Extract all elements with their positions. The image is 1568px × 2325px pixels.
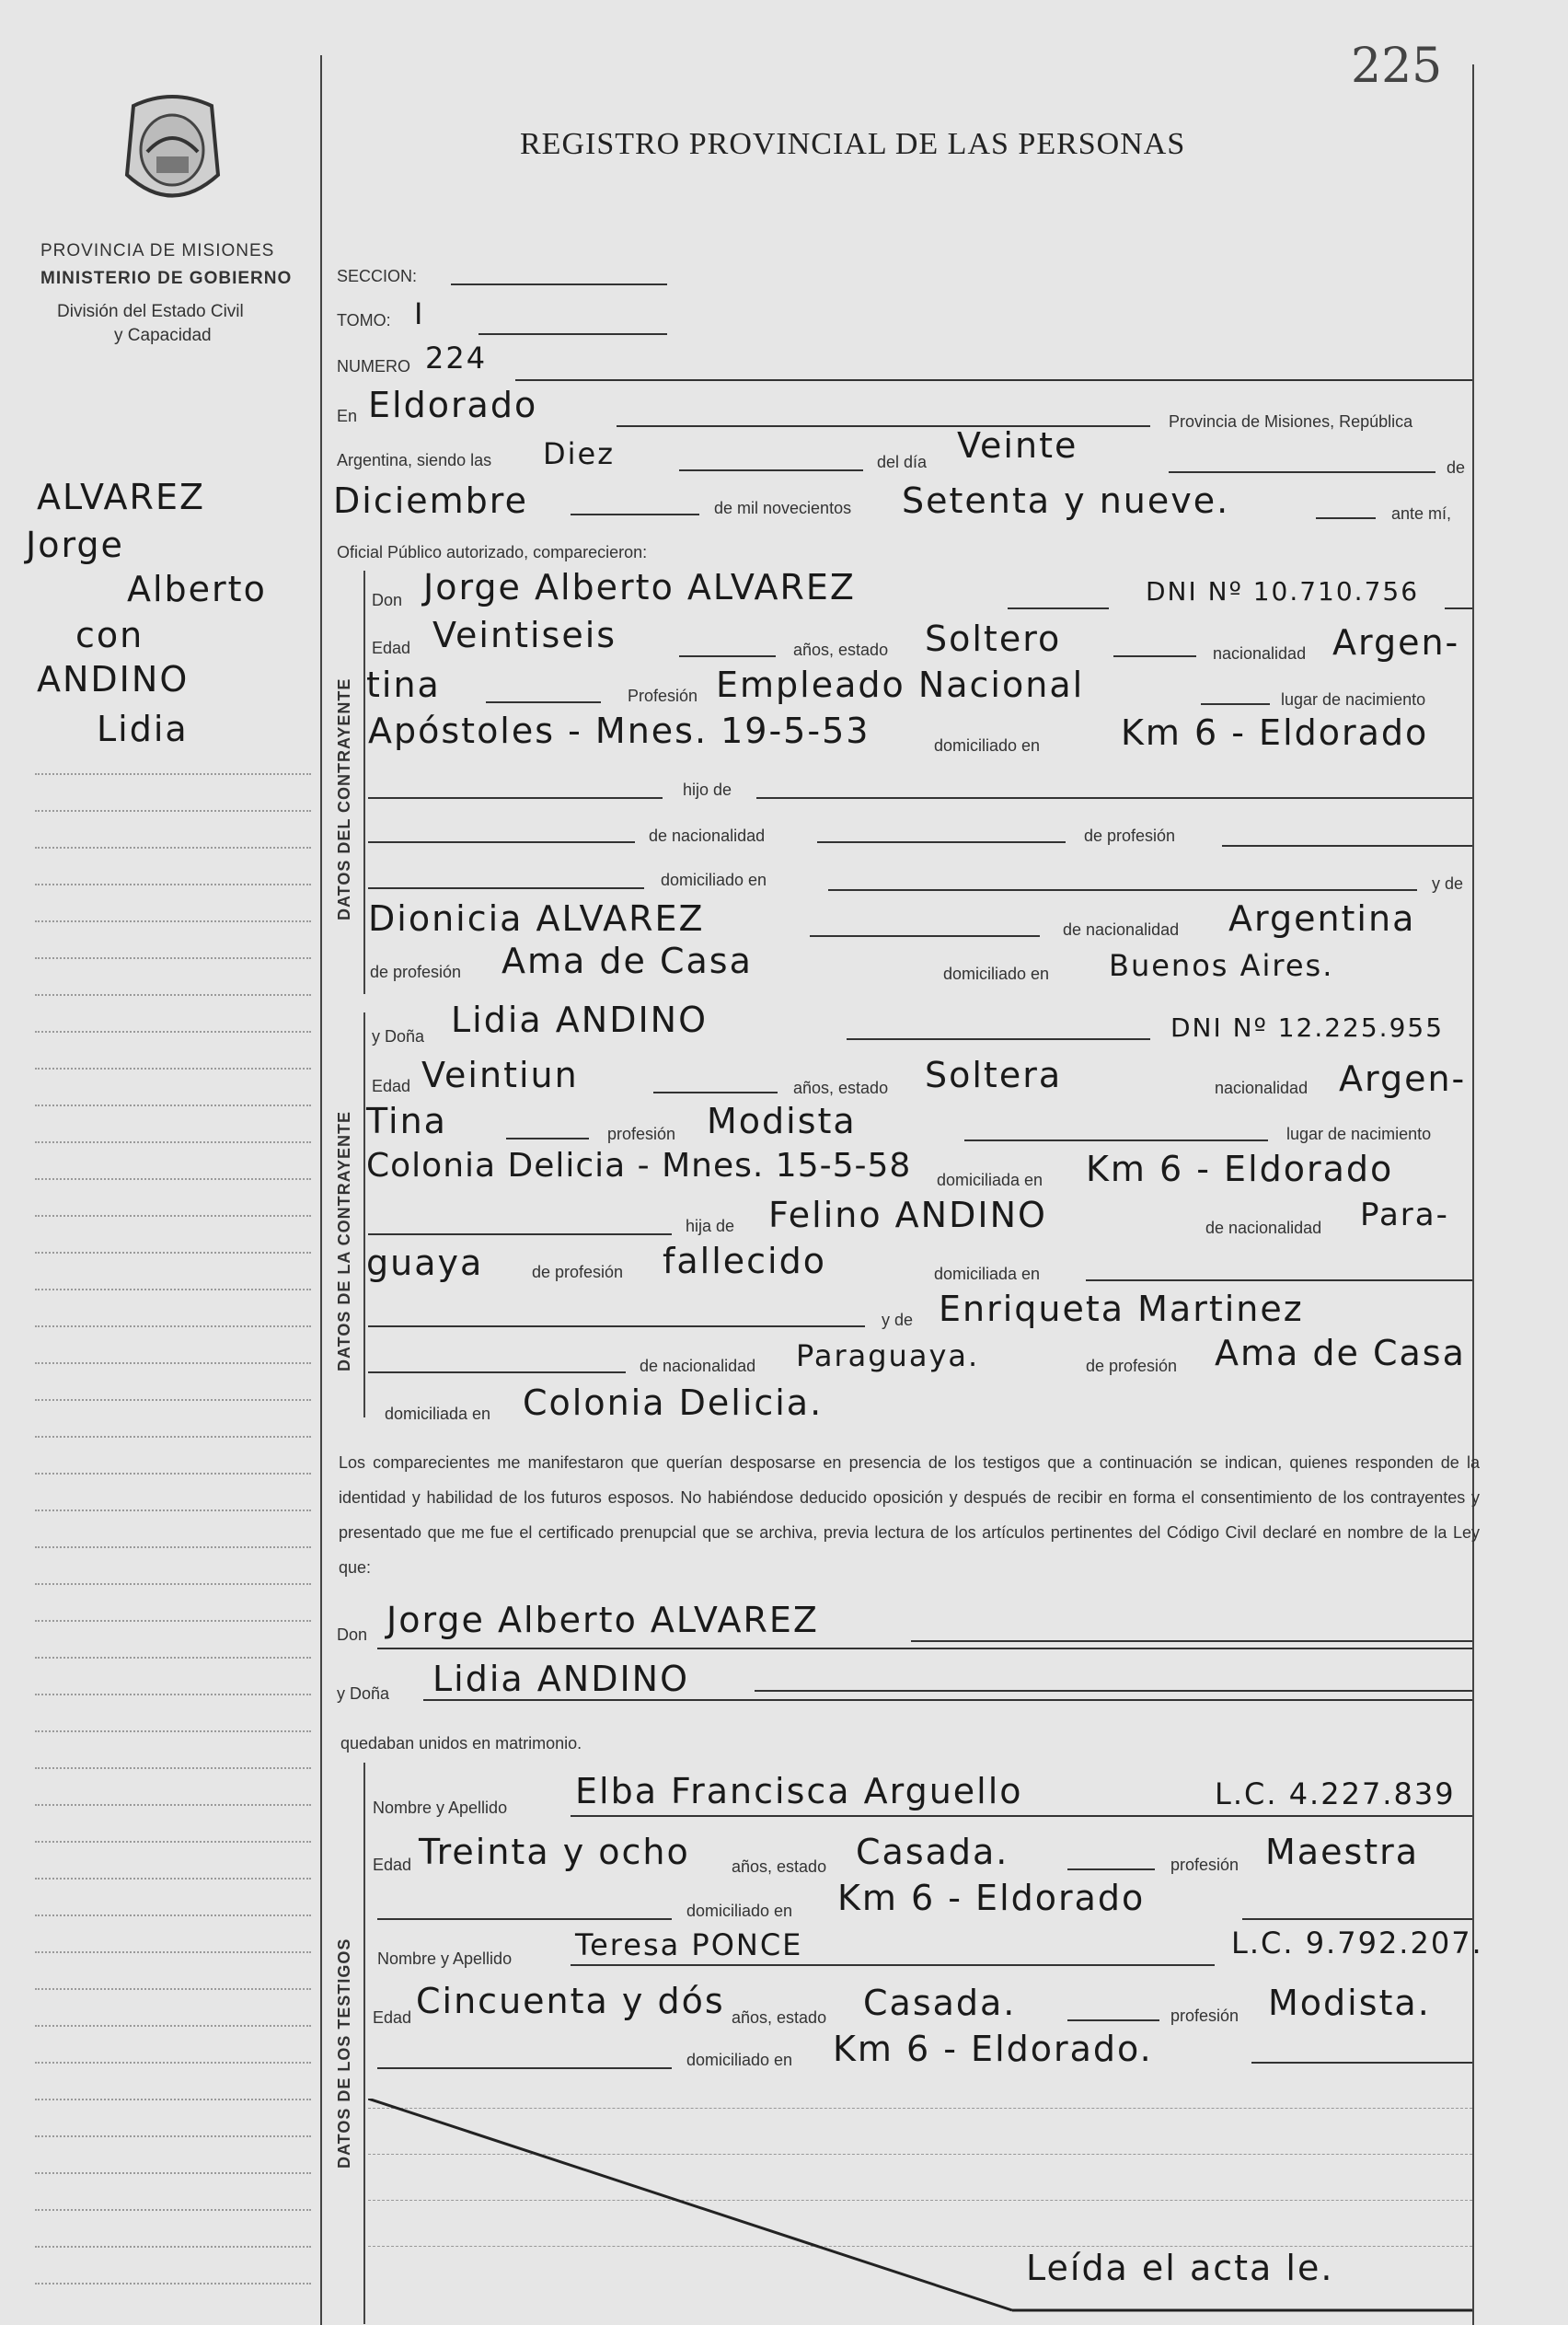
don-label-2: Don: [337, 1625, 368, 1644]
y-dona-label-2: y Doña: [337, 1684, 390, 1703]
margin-line: [35, 1767, 311, 1769]
field-line: [1316, 517, 1376, 519]
novia-prof: Modista: [707, 1101, 857, 1141]
novio-dom: Km 6 - Eldorado: [1121, 712, 1429, 753]
field-line: [1169, 471, 1435, 473]
field-line: [1445, 607, 1472, 609]
declaration-paragraph: Los comparecientes me manifestaron que querían desposarse en presencia de los testigos que a continuación se indican, quienes responden de la identidad y habilidad de los futuros esposos. No habiéndose deducido oposición y después de recibir en forma el consentimiento de los contrayentes y presentado que me fue el certificado prenupcial que se archiva, previa lectura de los artículos pertinentes del Código Civil declaré en nombre de la Ley que:: [339, 1453, 1480, 1577]
t2-nombre: Teresa PONCE: [575, 1927, 803, 1962]
dia-value: Veinte: [957, 425, 1078, 466]
margin-line: [35, 994, 311, 996]
madre-novio-dom: Buenos Aires.: [1109, 948, 1334, 983]
margin-line: [35, 1694, 311, 1695]
field-line: [571, 1815, 1472, 1817]
provincia-label: Provincia de Misiones, República: [1169, 412, 1413, 431]
margin-line: [35, 2099, 311, 2100]
section-rule-1: [363, 571, 365, 994]
field-line: [817, 841, 1066, 843]
margin-line: [35, 1436, 311, 1438]
domiciliado-label-4: domiciliado en: [686, 1902, 793, 1920]
margin-line: [35, 1804, 311, 1806]
field-line: [377, 1648, 1472, 1649]
de-mil-label: de mil novecientos: [714, 499, 852, 517]
margin-line: [35, 1289, 311, 1290]
edad-label-2: Edad: [372, 1077, 411, 1095]
t2-edad: Cincuenta y dós: [416, 1981, 725, 2021]
field-line: [478, 333, 667, 335]
t1-edad: Treinta y ocho: [419, 1832, 690, 1872]
margin-note-line: con: [75, 615, 144, 655]
field-line: [1113, 655, 1196, 657]
madre-novia: Enriqueta Martinez: [939, 1289, 1304, 1329]
madre-novio: Dionicia ALVAREZ: [368, 898, 705, 939]
y-dona-label: y Doña: [372, 1027, 425, 1046]
field-line: [964, 1139, 1268, 1141]
margin-line: [35, 1914, 311, 1916]
margin-line: [35, 1215, 311, 1217]
margin-line: [35, 1546, 311, 1548]
org-line-3: División del Estado Civil: [57, 302, 244, 321]
de-profesion-label-2: de profesión: [370, 963, 462, 981]
left-rule: [320, 55, 322, 2325]
field-line: [515, 379, 1472, 381]
field-line: [1242, 1918, 1472, 1920]
novio-estado: Soltero: [925, 619, 1062, 659]
margin-line: [35, 1510, 311, 1511]
margin-line: [35, 1878, 311, 1880]
margin-line: [35, 1841, 311, 1843]
novia-nac-b: Tina: [366, 1101, 447, 1141]
section-rule-2: [363, 1012, 365, 1417]
field-line: [756, 797, 1472, 799]
field-line: [679, 469, 863, 471]
field-line: [451, 283, 667, 285]
t1-doc: L.C. 4.227.839: [1215, 1776, 1456, 1811]
t1-prof: Maestra: [1265, 1832, 1420, 1872]
margin-line: [35, 957, 311, 959]
ante-mi-label: ante mí,: [1391, 504, 1452, 523]
field-line: [1251, 2062, 1472, 2064]
lugar-nac-label: lugar de nacimiento: [1281, 690, 1426, 709]
novio-lugar: Apóstoles - Mnes. 19-5-53: [368, 711, 870, 751]
padre-novia-nac-b: guaya: [366, 1243, 484, 1283]
cancel-stroke: [368, 2099, 1472, 2325]
margin-line: [35, 1252, 311, 1254]
domiciliado-label-5: domiciliado en: [686, 2051, 793, 2069]
margin-line: [35, 2246, 311, 2248]
margin-line: [35, 1325, 311, 1327]
side-label-contrayente: DATOS DEL CONTRAYENTE: [335, 677, 353, 920]
field-line: [486, 701, 601, 703]
t2-doc: L.C. 9.792.207.: [1231, 1926, 1483, 1961]
field-line: [1067, 2019, 1159, 2021]
t1-dom: Km 6 - Eldorado: [837, 1878, 1146, 1918]
margin-line: [35, 1583, 311, 1585]
field-line: [810, 935, 1040, 937]
margin-note-line: ALVAREZ: [37, 477, 205, 517]
org-line-2: MINISTERIO DE GOBIERNO: [40, 269, 293, 288]
org-line-1: PROVINCIA DE MISIONES: [40, 241, 275, 260]
margin-line: [35, 1988, 311, 1990]
y-de-label-2: y de: [882, 1311, 914, 1329]
side-label-testigos: DATOS DE LOS TESTIGOS: [335, 1938, 353, 2169]
madre-novia-nac: Paraguaya.: [796, 1338, 980, 1373]
padre-novia: Felino ANDINO: [768, 1195, 1047, 1235]
t2-prof: Modista.: [1268, 1983, 1431, 2023]
edad-label-4: Edad: [373, 2008, 412, 2027]
margin-line: [35, 1951, 311, 1953]
margin-line: [35, 2025, 311, 2027]
de-nacionalidad-label-4: de nacionalidad: [640, 1357, 756, 1375]
side-label-contrayenta: DATOS DE LA CONTRAYENTE: [335, 1110, 353, 1371]
en-value: Eldorado: [368, 385, 538, 425]
field-line: [679, 655, 776, 657]
margin-line: [35, 2209, 311, 2211]
field-line: [653, 1092, 778, 1093]
org-line-4: y Capacidad: [114, 326, 212, 345]
profesion-label-4: profesión: [1170, 2007, 1239, 2025]
domiciliado-label-2: domiciliado en: [661, 871, 767, 889]
margin-note-line: Alberto: [127, 569, 267, 609]
en-label: En: [337, 407, 358, 425]
margin-line: [35, 1105, 311, 1106]
mes-value: Diciembre: [333, 480, 528, 521]
madre-novio-nac: Argentina: [1228, 898, 1416, 939]
page-number: 225: [1351, 39, 1443, 94]
anos-estado-label: años, estado: [793, 641, 889, 659]
t2-dom: Km 6 - Eldorado.: [833, 2029, 1153, 2069]
tomo-value: I: [414, 296, 425, 331]
quedaban-label: quedaban unidos en matrimonio.: [340, 1734, 582, 1752]
field-line: [911, 1640, 1472, 1642]
field-line: [368, 887, 644, 889]
field-line: [377, 1918, 672, 1920]
margin-line: [35, 2172, 311, 2174]
t1-nombre: Elba Francisca Arguello: [575, 1771, 1023, 1811]
margin-line: [35, 1031, 311, 1033]
margin-line: [35, 2283, 311, 2285]
margin-note-line: Jorge: [26, 525, 124, 565]
novio-nac-b: tina: [366, 665, 441, 705]
field-line: [847, 1038, 1150, 1040]
seccion-label: SECCION:: [337, 267, 418, 285]
t1-estado: Casada.: [856, 1832, 1009, 1872]
margin-line: [35, 773, 311, 775]
field-line: [423, 1699, 1472, 1701]
field-line: [368, 797, 663, 799]
field-line: [1008, 607, 1109, 609]
section-rule-3: [363, 1763, 365, 2324]
margin-line: [35, 1068, 311, 1070]
domiciliada-label: domiciliada en: [937, 1171, 1043, 1189]
field-line: [368, 1233, 672, 1235]
oficial-label: Oficial Público autorizado, comparecieron:: [337, 543, 648, 561]
domiciliada-label-2: domiciliada en: [934, 1265, 1041, 1283]
numero-value: 224: [425, 341, 488, 376]
de-profesion-label: de profesión: [1084, 827, 1176, 845]
margin-line: [35, 1473, 311, 1475]
hora-value: Diez: [543, 436, 616, 471]
novia-dni: DNI Nº 12.225.955: [1170, 1012, 1445, 1043]
margin-line: [35, 2062, 311, 2064]
profesion-label-3: profesión: [1170, 1856, 1239, 1874]
y-de-label: y de: [1432, 874, 1464, 893]
nombre-apellido-label: Nombre y Apellido: [373, 1799, 508, 1817]
nacionalidad-label-2: nacionalidad: [1215, 1079, 1309, 1097]
novia-edad: Veintiun: [421, 1055, 579, 1095]
margin-note-line: ANDINO: [37, 659, 190, 700]
dona-final: Lidia ANDINO: [432, 1659, 689, 1699]
leida-note: Leída el acta le.: [1026, 2248, 1334, 2288]
document-title: REGISTRO PROVINCIAL DE LAS PERSONAS: [520, 127, 1186, 161]
anos-estado-label-3: años, estado: [732, 1857, 827, 1876]
margin-line: [35, 884, 311, 885]
de-label: de: [1447, 458, 1466, 477]
de-nacionalidad-label: de nacionalidad: [649, 827, 766, 845]
padre-novia-nac-a: Para-: [1360, 1197, 1449, 1233]
margin-line: [35, 2135, 311, 2137]
margin-line: [35, 1620, 311, 1622]
margin-line: [35, 1141, 311, 1143]
field-line: [1086, 1279, 1472, 1281]
field-line: [1067, 1868, 1155, 1870]
margin-line: [35, 1399, 311, 1401]
field-line: [828, 889, 1417, 891]
madre-novia-prof: Ama de Casa: [1215, 1333, 1466, 1373]
anio-value: Setenta y nueve.: [902, 480, 1230, 521]
madre-novia-dom: Colonia Delicia.: [523, 1382, 824, 1423]
de-profesion-label-3: de profesión: [532, 1263, 624, 1281]
margin-line: [35, 1657, 311, 1659]
novio-nombre: Jorge Alberto ALVAREZ: [423, 567, 856, 607]
edad-label-3: Edad: [373, 1856, 412, 1874]
edad-label: Edad: [372, 639, 411, 657]
right-rule: [1472, 64, 1474, 2325]
margin-line: [35, 920, 311, 922]
madre-novio-prof: Ama de Casa: [502, 941, 753, 981]
profesion-label: Profesión: [628, 687, 698, 705]
field-line: [368, 841, 635, 843]
novio-nac-a: Argen-: [1332, 622, 1460, 663]
margin-line: [35, 1730, 311, 1732]
field-line: [755, 1690, 1472, 1692]
domiciliado-label-3: domiciliado en: [943, 965, 1050, 983]
field-line: [571, 514, 699, 515]
field-line: [377, 2067, 672, 2069]
hijo-de-label: hijo de: [683, 781, 732, 799]
anos-estado-label-4: años, estado: [732, 2008, 827, 2027]
novia-nac-a: Argen-: [1339, 1058, 1467, 1099]
numero-label: NUMERO: [337, 357, 410, 376]
nacionalidad-label: nacionalidad: [1213, 644, 1307, 663]
padre-novia-prof: fallecido: [663, 1241, 826, 1281]
don-final: Jorge Alberto ALVAREZ: [386, 1600, 819, 1640]
t2-estado: Casada.: [863, 1983, 1017, 2023]
margin-note-line: Lidia: [97, 709, 189, 749]
field-line: [368, 1371, 626, 1373]
anos-estado-label-2: años, estado: [793, 1079, 889, 1097]
margin-line: [35, 1362, 311, 1364]
lugar-nac-label-2: lugar de nacimiento: [1286, 1125, 1432, 1143]
de-profesion-label-4: de profesión: [1086, 1357, 1178, 1375]
provincial-seal-icon: [115, 87, 230, 216]
margin-line: [35, 1178, 311, 1180]
hija-de-label: hija de: [686, 1217, 735, 1235]
novio-dni: DNI Nº 10.710.756: [1146, 576, 1420, 607]
margin-line: [35, 847, 311, 849]
de-nacionalidad-label-3: de nacionalidad: [1205, 1219, 1322, 1237]
domiciliado-label: domiciliado en: [934, 736, 1041, 755]
margin-line: [35, 810, 311, 812]
novia-lugar: Colonia Delicia - Mnes. 15-5-58: [366, 1147, 912, 1185]
del-dia-label: del día: [877, 453, 928, 471]
field-line: [506, 1138, 589, 1139]
field-line: [571, 1964, 1215, 1966]
nombre-apellido-label-2: Nombre y Apellido: [377, 1949, 513, 1968]
domiciliada-label-3: domiciliada en: [385, 1405, 491, 1423]
don-label: Don: [372, 591, 403, 609]
novio-edad: Veintiseis: [432, 615, 617, 655]
novia-dom: Km 6 - Eldorado: [1086, 1149, 1394, 1189]
novio-prof: Empleado Nacional: [716, 665, 1085, 705]
argentina-label: Argentina, siendo las: [337, 451, 492, 469]
tomo-label: TOMO:: [337, 311, 391, 330]
novia-nombre: Lidia ANDINO: [451, 1000, 708, 1040]
field-line: [1201, 703, 1270, 705]
profesion-label-2: profesión: [607, 1125, 676, 1143]
field-line: [1222, 845, 1472, 847]
field-line: [368, 1325, 865, 1327]
novia-estado: Soltera: [925, 1055, 1063, 1095]
de-nacionalidad-label-2: de nacionalidad: [1063, 920, 1180, 939]
